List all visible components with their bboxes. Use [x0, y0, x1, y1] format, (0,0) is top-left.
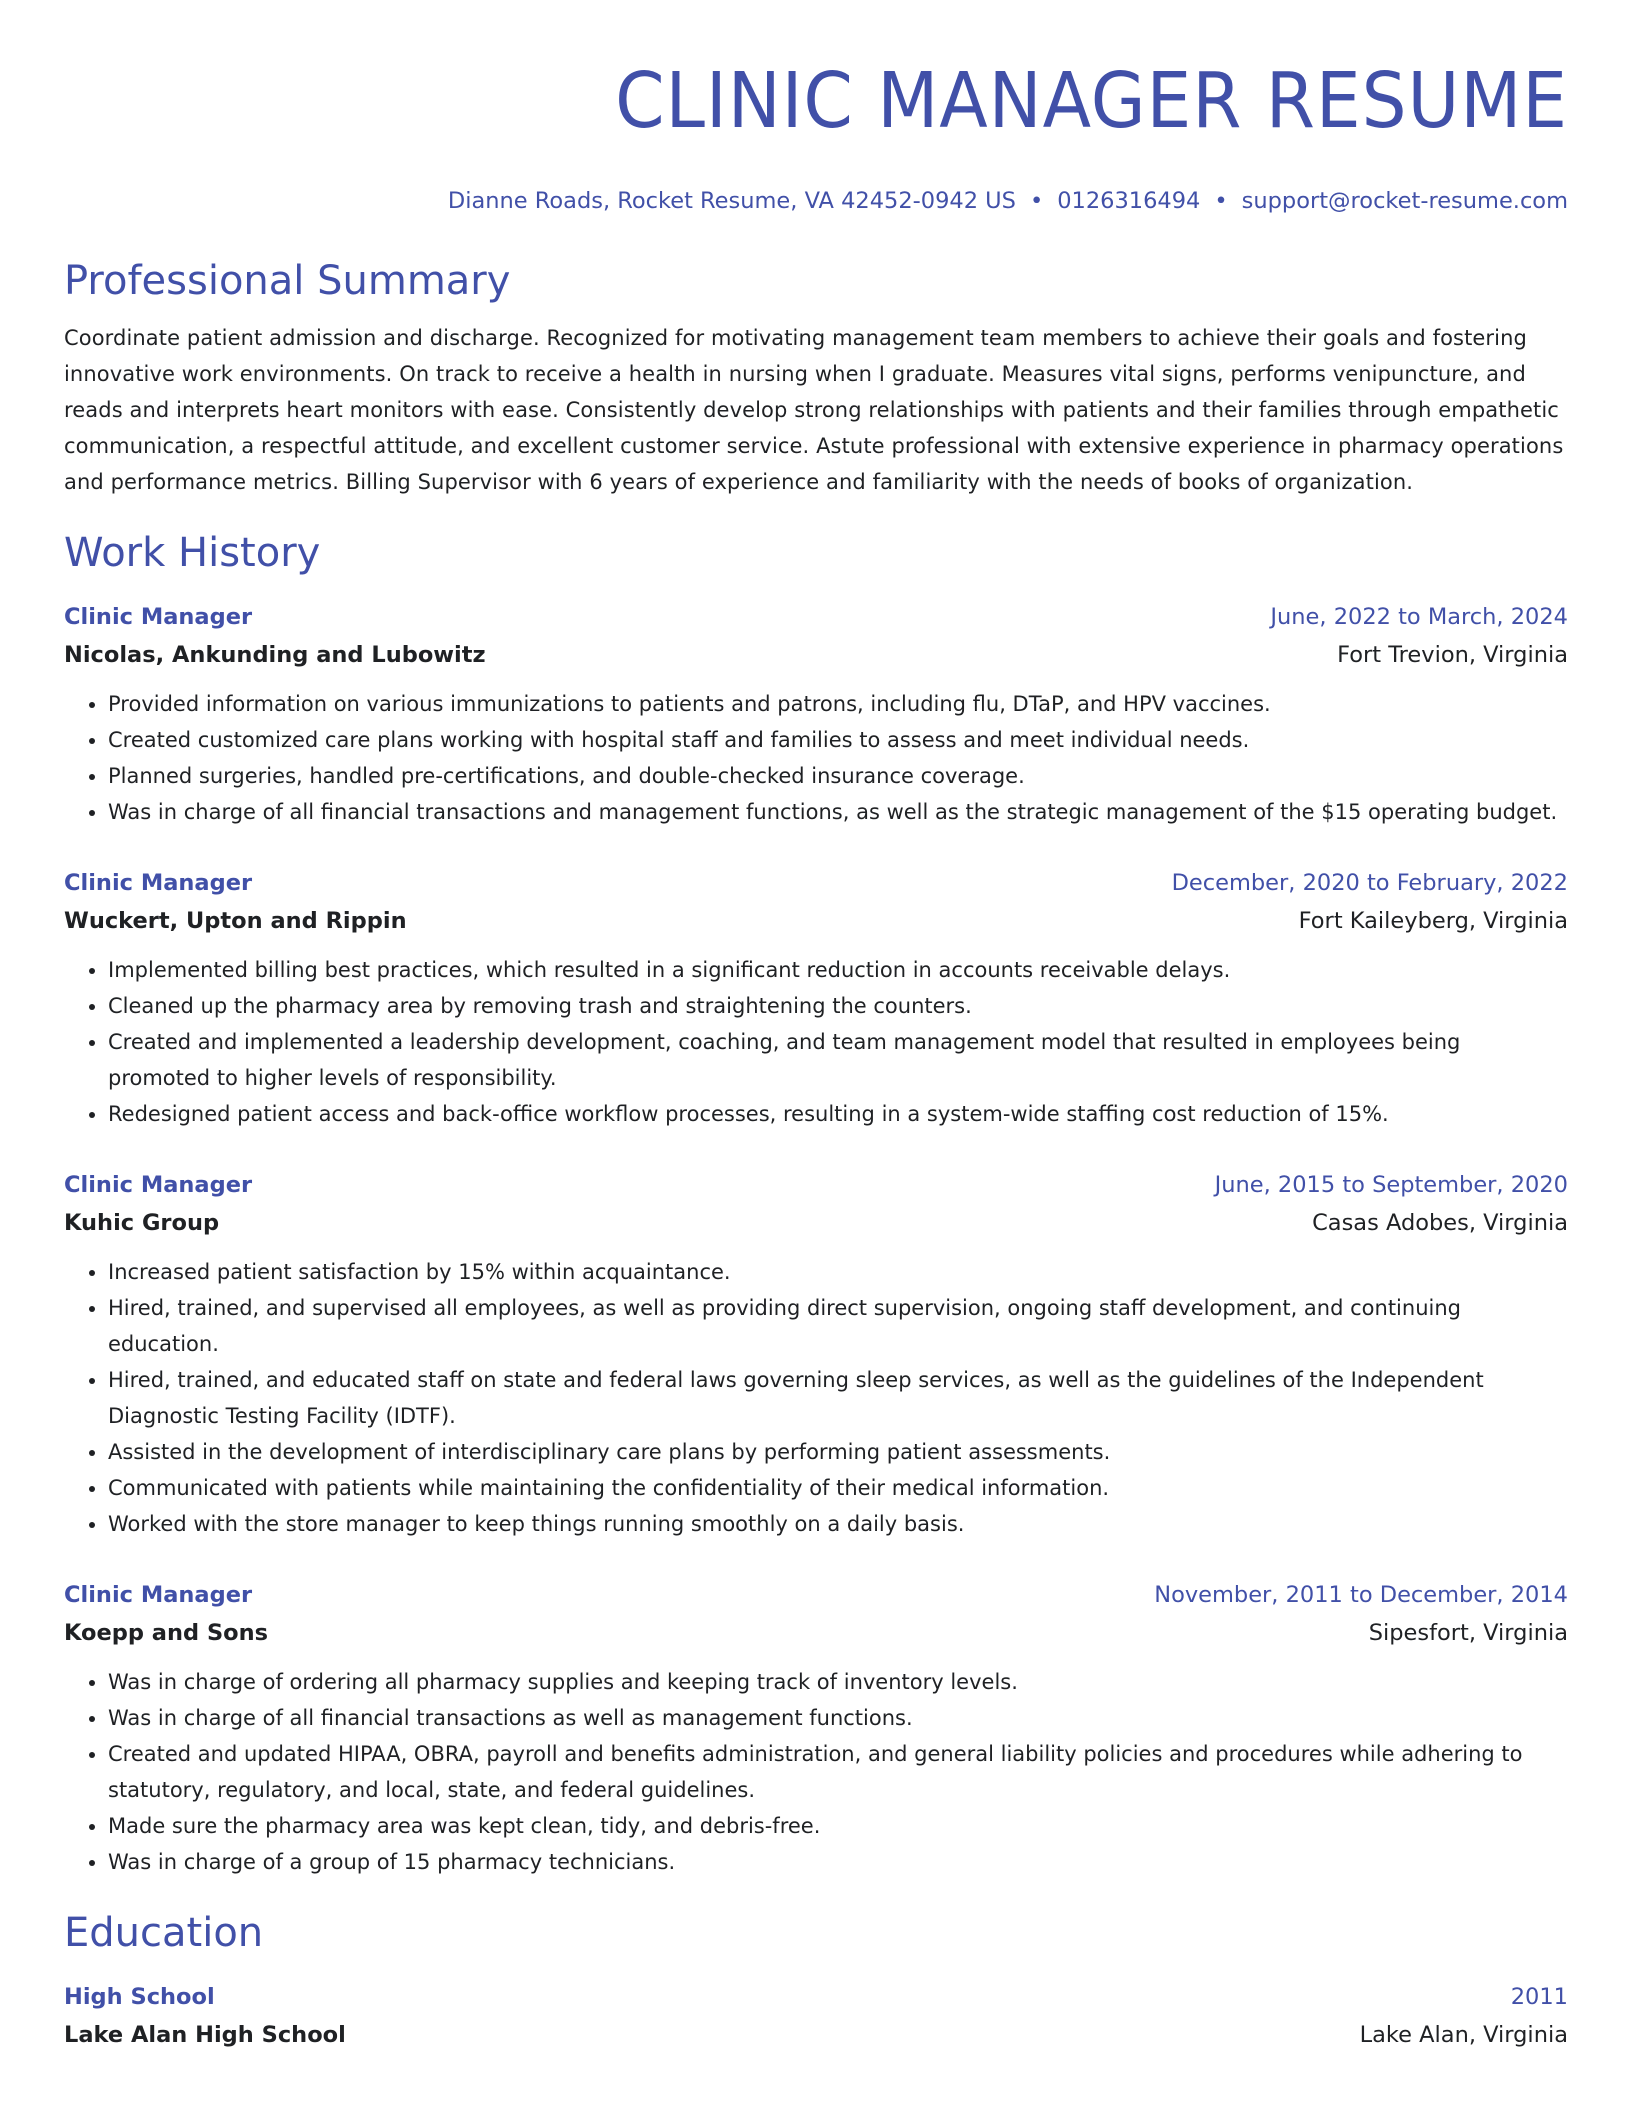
job-company: Wuckert, Upton and Rippin [64, 908, 407, 934]
job-bullet: • Was in charge of all financial transactions as well as management functions. [108, 1700, 1568, 1736]
job-bullets [64, 686, 1568, 830]
summary-heading: Professional Summary [64, 258, 511, 304]
job-bullet: • Provided information on various immunizations to patients and patrons, including flu, DTaP, and HPV vaccines. [108, 686, 1568, 722]
job-title: Clinic Manager [64, 604, 253, 630]
job-title: Clinic Manager [64, 1582, 253, 1608]
job-bullet: • Was in charge of ordering all pharmacy supplies and keeping track of inventory levels. [108, 1664, 1568, 1700]
job-bullet: • Cleaned up the pharmacy area by removing trash and straightening the counters. [108, 988, 1568, 1024]
job-entry [64, 1166, 1568, 1542]
job-entry [64, 598, 1568, 830]
job-dates: June, 2015 to September, 2020 [1214, 1172, 1568, 1198]
contact-line [64, 186, 1568, 216]
education-year: 2011 [1510, 1984, 1568, 2010]
job-bullets [64, 1664, 1568, 1880]
job-company: Koepp and Sons [64, 1620, 269, 1646]
job-bullet: • Hired, trained, and supervised all employees, as well as providing direct supervision, ongoing staff development, and continuing education. [108, 1290, 1568, 1362]
job-bullet: • Was in charge of all financial transactions and management functions, as well as the strategic management of the $15 operating budget. [108, 794, 1568, 830]
job-bullet: • Communicated with patients while maintaining the confidentiality of their medical information. [108, 1470, 1568, 1506]
resume-title: CLINIC MANAGER RESUME [615, 57, 1568, 146]
job-bullet: • Made sure the pharmacy area was kept clean, tidy, and debris-free. [108, 1808, 1568, 1844]
education-school: Lake Alan High School [64, 2022, 346, 2048]
job-dates: November, 2011 to December, 2014 [1154, 1582, 1568, 1608]
education-heading: Education [64, 1910, 264, 1956]
job-bullet: • Assisted in the development of interdisciplinary care plans by performing patient assessments. [108, 1434, 1568, 1470]
job-entry [64, 864, 1568, 1132]
job-bullet: • Hired, trained, and educated staff on state and federal laws governing sleep services, as well as the guidelines of the Independent Diagnostic Testing Facility (IDTF). [108, 1362, 1568, 1434]
job-dates: June, 2022 to March, 2024 [1270, 604, 1568, 630]
job-location: Fort Trevion, Virginia [1337, 642, 1568, 668]
job-bullet: • Increased patient satisfaction by 15% within acquaintance. [108, 1254, 1568, 1290]
job-bullet: • Implemented billing best practices, which resulted in a significant reduction in accounts receivable delays. [108, 952, 1568, 988]
contact-address: Dianne Roads, Rocket Resume, VA 42452-0942 US [447, 188, 1016, 214]
contact-separator: • [1029, 188, 1044, 214]
work-history-heading: Work History [64, 530, 321, 576]
contact-separator: • [1214, 188, 1228, 214]
job-dates: December, 2020 to February, 2022 [1171, 870, 1568, 896]
education-degree: High School [64, 1984, 215, 2010]
education-entry [64, 1978, 1568, 2054]
contact-email: support@rocket-resume.com [1241, 188, 1568, 214]
education-location: Lake Alan, Virginia [1359, 2022, 1568, 2048]
job-company: Kuhic Group [64, 1210, 220, 1236]
job-bullet: • Created and updated HIPAA, OBRA, payroll and benefits administration, and general liability policies and procedures while adhering to statutory, regulatory, and local, state, and federal guidelines. [108, 1736, 1568, 1808]
summary-text: Coordinate patient admission and discharge. Recognized for motivating management team members to achieve their goals and fostering innovative work environments. On track to receive a health in nursing when I graduate. Measures vital signs, performs venipuncture, and reads and interprets heart monitors with ease. Consistently develop strong relationships with patients and their families through empathetic communication, a respectful attitude, and excellent customer service. Astute professional with extensive experience in pharmacy operations and performance metrics. Billing Supervisor with 6 years of experience and familiarity with the needs of books of organization. [64, 326, 1564, 494]
job-entry [64, 1576, 1568, 1880]
contact-phone: 0126316494 [1057, 188, 1201, 214]
job-company: Nicolas, Ankunding and Lubowitz [64, 642, 486, 668]
job-title: Clinic Manager [64, 870, 253, 896]
job-location: Casas Adobes, Virginia [1312, 1210, 1568, 1236]
job-bullet: • Planned surgeries, handled pre-certifications, and double-checked insurance coverage. [108, 758, 1568, 794]
job-bullet: • Redesigned patient access and back-office workflow processes, resulting in a system-wide staffing cost reduction of 15%. [108, 1096, 1568, 1132]
job-title: Clinic Manager [64, 1172, 253, 1198]
job-location: Sipesfort, Virginia [1368, 1620, 1568, 1646]
job-bullet: • Worked with the store manager to keep things running smoothly on a daily basis. [108, 1506, 1568, 1542]
job-bullet: • Created and implemented a leadership development, coaching, and team management model that resulted in employees being promoted to higher levels of responsibility. [108, 1024, 1568, 1096]
job-bullet: • Created customized care plans working with hospital staff and families to assess and meet individual needs. [108, 722, 1568, 758]
job-bullet: • Was in charge of a group of 15 pharmacy technicians. [108, 1844, 1568, 1880]
job-bullets [64, 1254, 1568, 1542]
job-location: Fort Kaileyberg, Virginia [1298, 908, 1568, 934]
job-bullets [64, 952, 1568, 1132]
